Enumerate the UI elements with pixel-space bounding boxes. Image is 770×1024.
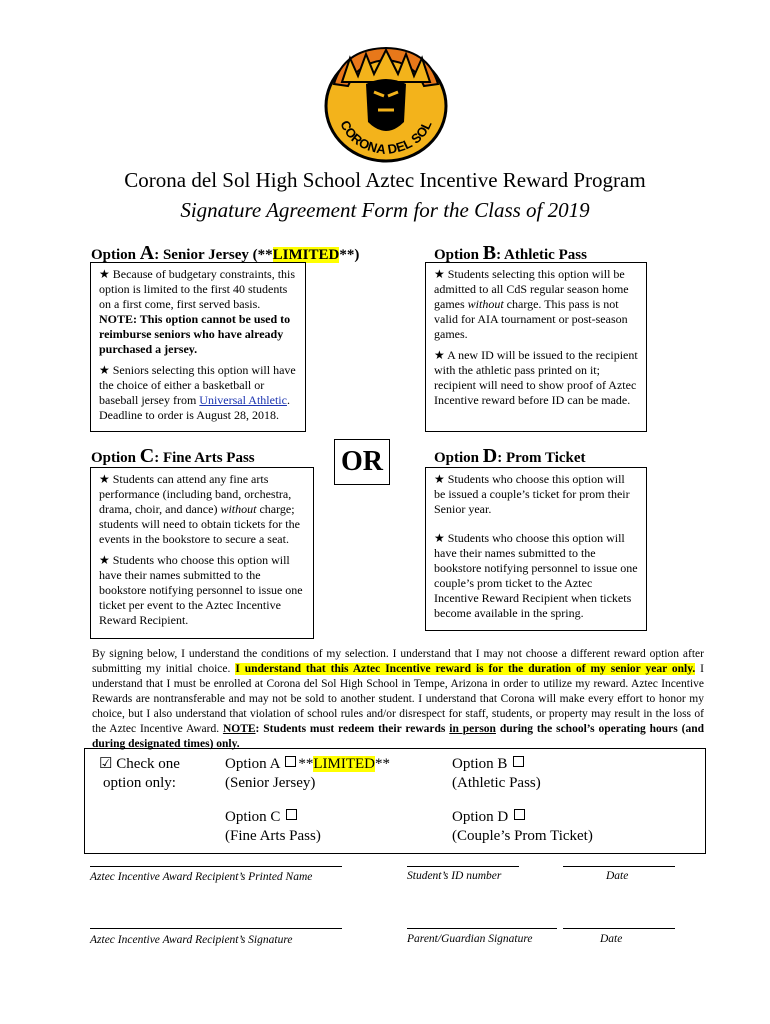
option-c-paragraph-2: ★ Students who choose this option will have their names submitted to the bookstore notifying personnel to issue one ticket per event to the Aztec Incentive Reward Recipient. xyxy=(99,553,303,627)
option-a-limited-post: ** xyxy=(375,756,391,772)
agreement-note-end: during the school’s operating hours (and during designated times) only. xyxy=(92,723,704,750)
option-d-choice-label: Option D xyxy=(452,809,512,825)
date-line-1[interactable] xyxy=(563,866,675,867)
option-a-note: NOTE: This option cannot be used to reimburse seniors who have already purchased a jersey. xyxy=(99,312,291,356)
option-a-p2-text: ★ Seniors selecting this option will have the choice of either a basketball or baseball jersey from xyxy=(99,363,296,407)
option-b-paragraph-1 xyxy=(434,267,638,342)
option-c-letter: C xyxy=(139,445,155,467)
option-c-choice-sub: (Fine Arts Pass) xyxy=(225,828,321,844)
student-id-line[interactable] xyxy=(407,866,519,867)
option-b-name: : Athletic Pass xyxy=(496,247,587,263)
option-c-checkbox[interactable] xyxy=(286,809,297,820)
option-d-paragraph-1: ★ Students who choose this option will be issued a couple’s ticket for prom their Senior year. xyxy=(434,472,630,516)
option-c-prefix: Option xyxy=(91,450,140,466)
option-d-checkbox[interactable] xyxy=(514,809,525,820)
option-a-limited-pre: ** xyxy=(298,756,314,772)
check-one-line-1: ☑ Check one xyxy=(99,756,180,772)
option-c-choice-label: Option C xyxy=(225,809,285,825)
option-c-paragraph-1 xyxy=(99,472,305,547)
page-title: Corona del Sol High School Aztec Incentive Reward Program xyxy=(124,168,646,192)
signature-label: Aztec Incentive Award Recipient’s Signature xyxy=(90,934,293,946)
option-b-choice-sub: (Athletic Pass) xyxy=(452,775,541,791)
option-c-choice xyxy=(225,808,321,846)
option-c-p1-italic: without xyxy=(220,502,257,516)
option-a-paragraph-1 xyxy=(99,267,297,357)
option-a-prefix: Option xyxy=(91,247,140,263)
agreement-note-text: : Students must redeem their rewards xyxy=(255,723,450,735)
option-d-name: : Prom Ticket xyxy=(497,450,586,466)
printed-name-label: Aztec Incentive Award Recipient’s Printed Name xyxy=(90,871,313,883)
option-b-p1-end: charge. This pass is not valid for AIA tournament or post-season games. xyxy=(434,297,628,341)
option-selection-table xyxy=(84,748,706,854)
option-a-checkbox[interactable] xyxy=(285,756,296,767)
option-b-prefix: Option xyxy=(434,247,483,263)
option-b-p1-italic: without xyxy=(467,297,504,311)
option-b-p1-text: ★ Students selecting this option will be admitted to all CdS regular season home games xyxy=(434,267,629,311)
check-one-label xyxy=(99,755,180,793)
date-label-1: Date xyxy=(606,870,629,882)
option-a-letter: A xyxy=(139,242,155,264)
option-b-box xyxy=(425,262,647,432)
check-one-line-2: option only: xyxy=(103,775,176,791)
option-c-p1-text: ★ Students can attend any fine arts performance (including band, orchestra, drama, choir, and dance) xyxy=(99,472,292,516)
logo-text: CORONA DEL SOL xyxy=(337,118,435,158)
student-id-label: Student’s ID number xyxy=(407,870,502,882)
option-b-choice-label: Option B xyxy=(452,756,512,772)
agreement-part-2: I understand that I must be enrolled at Corona del Sol High School in Tempe, Arizona in order to utilize my reward. Aztec Incentive Rewards are nontransferable and may not be sold to another student. I understand that Corona will make every effort to honor my choice, but I also understand that violation of school rules and/or disrespect for staff, students, or property may result in the loss of the Aztec Incentive Award. xyxy=(92,663,704,735)
option-b-letter: B xyxy=(482,242,497,264)
option-a-limited: LIMITED xyxy=(272,247,340,263)
parent-signature-label: Parent/Guardian Signature xyxy=(407,933,533,945)
option-b-checkbox[interactable] xyxy=(513,756,524,767)
aztec-logo-graphic xyxy=(314,44,458,164)
school-logo xyxy=(314,44,458,164)
option-a-choice-sub: (Senior Jersey) xyxy=(225,775,316,791)
option-a-limited-label: LIMITED xyxy=(313,756,376,772)
option-d-paragraph-2: ★ Students who choose this option will have their names submitted to the bookstore notifying personnel to issue one couple’s prom ticket to the Aztec Incentive Reward Recipient when tickets become available in the spring. xyxy=(434,531,638,620)
option-a-box xyxy=(90,262,306,432)
date-line-2[interactable] xyxy=(563,928,675,929)
page-subtitle: Signature Agreement Form for the Class of 2019 xyxy=(180,198,590,222)
option-b-choice xyxy=(452,755,541,793)
option-c-box xyxy=(90,467,314,639)
option-a-choice xyxy=(225,755,390,793)
signature-line[interactable] xyxy=(90,928,342,929)
option-d-box xyxy=(425,467,647,631)
printed-name-line[interactable] xyxy=(90,866,342,867)
option-d-choice-sub: (Couple’s Prom Ticket) xyxy=(452,828,593,844)
date-label-2: Date xyxy=(600,933,623,945)
option-d-prefix: Option xyxy=(434,450,483,466)
agreement-note-underline: in person xyxy=(449,723,496,735)
option-a-choice-label: Option A xyxy=(225,756,284,772)
option-a-suffix: **) xyxy=(339,247,360,263)
agreement-part-1: By signing below, I understand the conditions of my selection. I understand that I may not choose a different reward option after submitting my initial choice. xyxy=(92,648,704,675)
agreement-highlight: I understand that this Aztec Incentive reward is for the duration of my senior year only. xyxy=(235,663,696,675)
option-c-heading xyxy=(91,445,255,468)
option-d-choice xyxy=(452,808,593,846)
option-a-paragraph-2 xyxy=(99,363,297,423)
or-label: OR xyxy=(334,439,390,485)
option-b-paragraph-2: ★ A new ID will be issued to the recipient with the athletic pass printed on it; recipient will need to show proof of Aztec Incentive reward before ID can be made. xyxy=(434,348,638,407)
option-d-letter: D xyxy=(482,445,498,467)
option-a-name: : Senior Jersey (** xyxy=(154,247,273,263)
option-d-heading xyxy=(434,445,586,468)
option-c-p1-end: charge; students will need to obtain tickets for the events in the bookstore to secure a seat. xyxy=(99,502,300,546)
parent-signature-line[interactable] xyxy=(407,928,557,929)
agreement-note-label: NOTE xyxy=(222,723,256,735)
option-c-name: : Fine Arts Pass xyxy=(154,450,255,466)
agreement-text xyxy=(92,647,704,752)
option-a-p1-text: ★ Because of budgetary constraints, this option is limited to the first 40 students on a first come, first served basis. xyxy=(99,267,296,311)
universal-athletic-link[interactable]: Universal Athletic xyxy=(199,393,287,407)
option-a-p2-end: . Deadline to order is August 28, 2018. xyxy=(99,393,290,422)
